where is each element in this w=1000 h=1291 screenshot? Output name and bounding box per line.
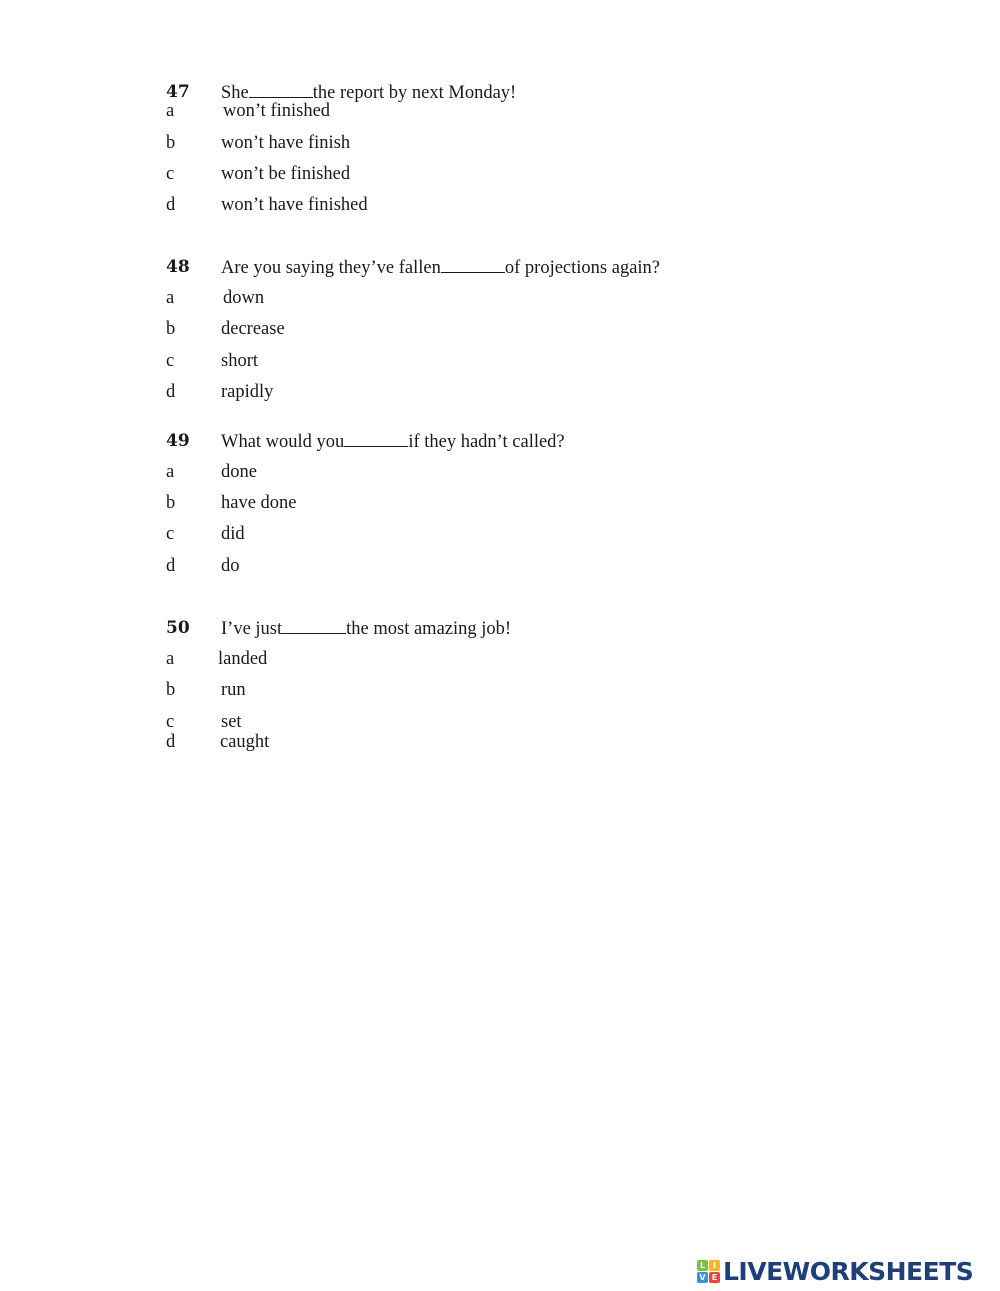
question-text: Are you saying they’ve fallen of projections again? [221, 255, 660, 280]
option-letter: a [166, 101, 175, 121]
tile-v: V [697, 1272, 708, 1283]
option-letter: c [166, 351, 175, 371]
logo-wordmark: LIVEWORKSHEETS [723, 1256, 974, 1286]
option-text: did [221, 524, 245, 544]
option-letter: c [166, 712, 175, 732]
live-tiles-icon [697, 1260, 720, 1283]
answer-blank[interactable] [344, 429, 408, 447]
option-letter: b [166, 133, 176, 153]
tile-l: L [697, 1260, 708, 1271]
tile-i: I [709, 1260, 720, 1271]
option-text: won’t finished [223, 101, 331, 121]
question-number: 47 [166, 82, 190, 102]
option-text: won’t have finished [221, 195, 368, 215]
option-text: won’t be finished [221, 164, 351, 184]
option-text: down [223, 288, 265, 308]
option-letter: a [166, 462, 175, 482]
option-letter: b [166, 319, 176, 339]
option-text: won’t have finish [221, 133, 351, 153]
question-number: 50 [166, 618, 190, 638]
option-text: short [221, 351, 258, 371]
question-text: I’ve just the most amazing job! [221, 616, 511, 641]
answer-blank[interactable] [441, 255, 505, 273]
option-text: decrease [221, 319, 285, 339]
question-text: What would you if they hadn’t called? [221, 429, 565, 454]
option-letter: c [166, 164, 175, 184]
option-letter: b [166, 680, 176, 700]
option-text: do [221, 556, 240, 576]
option-text: landed [218, 649, 268, 669]
answer-blank[interactable] [249, 80, 313, 98]
option-letter: a [166, 649, 175, 669]
question-number: 49 [166, 431, 190, 451]
option-letter: c [166, 524, 175, 544]
option-letter: d [166, 732, 176, 752]
option-letter: d [166, 195, 176, 215]
answer-blank[interactable] [282, 616, 346, 634]
option-letter: b [166, 493, 176, 513]
option-text: set [221, 712, 242, 732]
option-letter: d [166, 382, 176, 402]
option-text: have done [221, 493, 297, 513]
option-text: run [221, 680, 246, 700]
option-text: done [221, 462, 257, 482]
question-text: She the report by next Monday! [221, 80, 516, 105]
option-text: caught [220, 732, 270, 752]
option-letter: d [166, 556, 176, 576]
question-number: 48 [166, 257, 190, 277]
option-letter: a [166, 288, 175, 308]
tile-e: E [709, 1272, 720, 1283]
option-text: rapidly [221, 382, 274, 402]
liveworksheets-logo [697, 1256, 973, 1286]
